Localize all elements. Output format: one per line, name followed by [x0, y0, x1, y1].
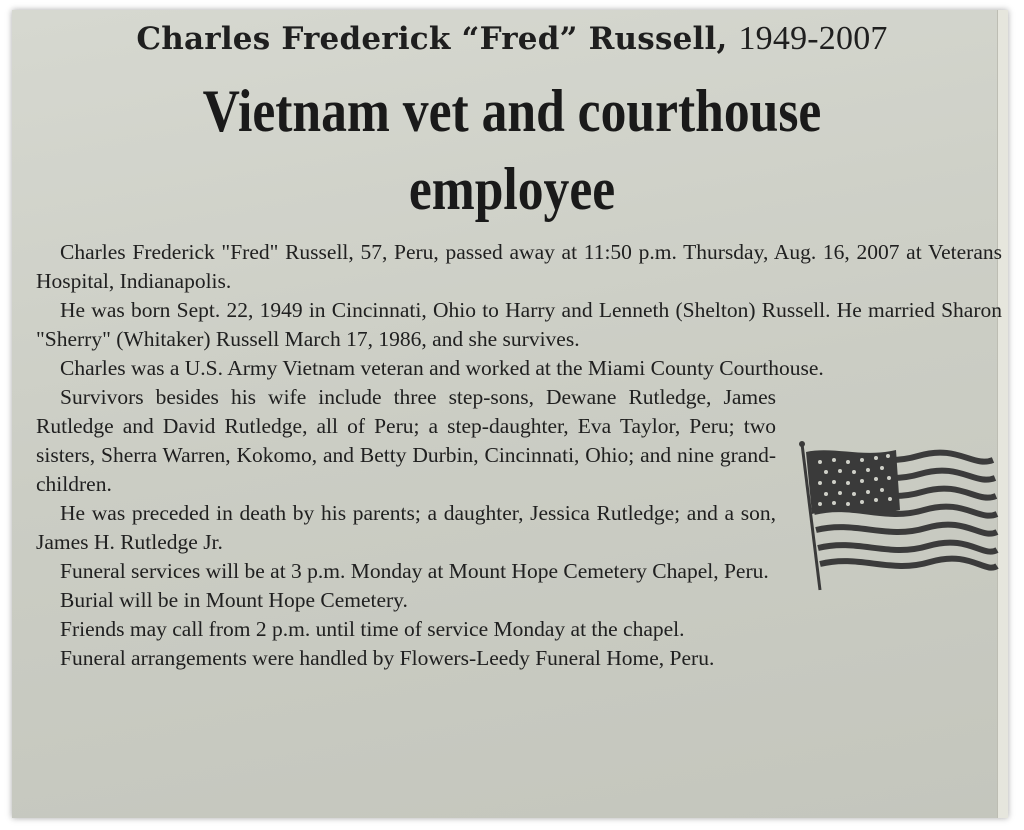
paragraph-burial: Burial will be in Mount Hope Cemetery. — [60, 588, 408, 612]
obituary-kicker — [12, 20, 1008, 58]
paragraph-service: Charles was a U.S. Army Vietnam veteran and worked at the Miami County Courthouse. — [60, 356, 824, 380]
paragraph-birth-marriage: He was born Sept. 22, 1949 in Cincinnati, Ohio to Harry and Lenneth (Shelton) Russell. He married Sharon "Sherry" (Whitaker) Russell March 17, 1986, and she survives. — [36, 298, 1002, 351]
paragraph-death: Charles Frederick "Fred" Russell, 57, Peru, passed away at 11:50 p.m. Thursday, Aug. 16, 2007 at Veterans Hospital, Indianapolis. — [36, 240, 1002, 293]
paragraph-survivors: Survivors besides his wife include three step-sons, Dewane Rutledge, James Rutledge and David Rutledge, all of Peru; a step-daughter, Eva Taylor, Peru; two sisters, Sherra Warren, Kokomo, and Betty Durbin, Cincinnati, Ohio; and nine grand-children. — [36, 385, 776, 496]
paragraph-preceded: He was preceded in death by his parents; a daughter, Jessica Rutledge; and a son, James H. Rutledge Jr. — [36, 501, 776, 554]
paragraph-arrangements: Funeral arrangements were handled by Flowers-Leedy Funeral Home, Peru. — [60, 646, 715, 670]
paragraph-visitation: Friends may call from 2 p.m. until time of service Monday at the chapel. — [60, 617, 685, 641]
american-flag-icon — [788, 438, 1002, 594]
newspaper-clipping — [12, 10, 1008, 818]
kicker-name: Charles Frederick “Fred” Russell, — [136, 21, 728, 57]
headline: Vietnam vet and courthouse employee — [202, 78, 822, 222]
kicker-years: 1949-2007 — [738, 20, 888, 57]
paragraph-funeral-services: Funeral services will be at 3 p.m. Monday at Mount Hope Cemetery Chapel, Peru. — [60, 559, 769, 583]
